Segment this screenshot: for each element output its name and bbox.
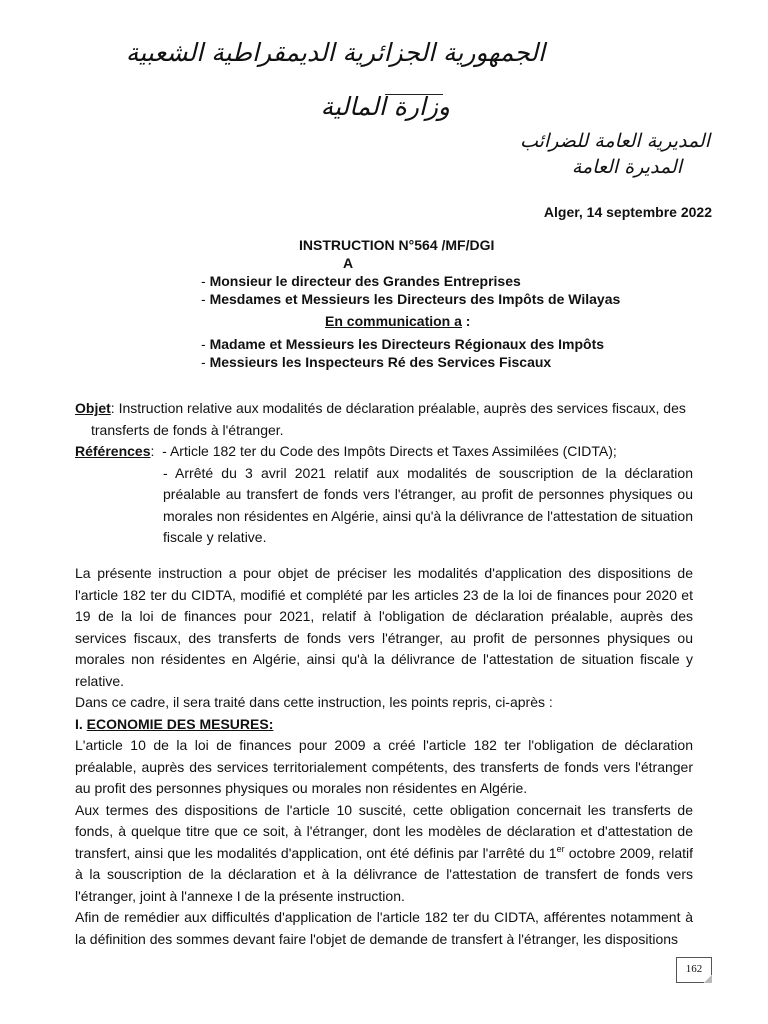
instruction-to: A: [343, 255, 354, 271]
page-number-box: [676, 957, 712, 983]
recipient-1: - Monsieur le directeur des Grandes Entreprises: [201, 273, 521, 289]
directorate-title-ar: المديرية العامة للضرائب: [520, 130, 710, 152]
intro-paragraph: La présente instruction a pour objet de préciser les modalités d'application des dispositions de l'article 182 ter du CIDTA, modifié et complété par les articles 23 de la loi de finances pour 2020 et 19 de la loi de finances pour 2021, relatif à l'obligation de déclaration préalable, auprès des services fiscaux, des transferts de fonds vers l'étranger, au profit de personnes physiques ou morales non résidentes en Algérie, ainsi qu'à la délivrance de l'attestation de situation fiscale y relative.: [75, 565, 693, 689]
republic-title-ar: الجمهورية الجزائرية الديمقراطية الشعبية: [125, 38, 545, 67]
section-heading: I. ECONOMIE DES MESURES:: [75, 715, 274, 732]
page-number: 162: [685, 963, 703, 975]
references-section: Références: - Article 182 ter du Code des Impôts Directs et Taxes Assimilées (CIDTA); - Arrêté du 3 avril 2021 relatif aux modalités de souscription de la déclaration préalable au transfert de fonds vers l'étranger, au profit de personnes physiques ou morales non résidentes en Algérie, ainsi qu'à la délivrance de l'attestation de situation fiscale y relative.: [75, 441, 693, 549]
communication-recipient-1: - Madame et Messieurs les Directeurs Régionaux des Impôts: [201, 336, 605, 352]
objet-text-1: Instruction relative aux modalités de déclaration préalable, auprès des services fiscaux, des: [118, 400, 686, 416]
document-body: [75, 563, 693, 950]
paragraph-2: Aux termes des dispositions de l'article 10 suscité, cette obligation concernait les transferts de fonds, à quelque titre que ce soit, à l'étranger, dont les modèles de déclaration et d'attestation de transfert, ainsi que les modalités d'application, ont été définis par l'arrêté du 1er octobre 2009, relatif à la souscription de la déclaration et à la délivrance de l'attestation de transfert de fonds vers l'étranger, joint à l'annexe I de la présente instruction.: [75, 801, 693, 904]
communication-recipient-2: - Messieurs les Inspecteurs Ré des Services Fiscaux: [201, 354, 552, 370]
context-paragraph: Dans ce cadre, il sera traité dans cette instruction, les points repris, ci-après :: [75, 694, 553, 710]
references-label: Références: [75, 443, 151, 459]
reference-2: - Arrêté du 3 avril 2021 relatif aux modalités de souscription de la déclaration préalable au transfert de fonds vers l'étranger, au profit de personnes physiques ou morales non résidentes en Algérie, ainsi qu'à la délivrance de l'attestation de situation fiscale y relative.: [163, 464, 693, 545]
objet-label: Objet: [75, 400, 111, 416]
paragraph-1: L'article 10 de la loi de finances pour 2009 a créé l'article 182 ter l'obligation de déclaration préalable, auprès des services territorialement compétents, des transferts de fonds vers l'étranger au profit des personnes physiques ou morales non résidentes en Algérie.: [75, 737, 693, 796]
instruction-number: INSTRUCTION N°564 /MF/DGI: [299, 237, 495, 253]
document-date: Alger, 14 septembre 2022: [543, 204, 712, 220]
reference-1: - Article 182 ter du Code des Impôts Directs et Taxes Assimilées (CIDTA);: [162, 443, 617, 459]
page-curl-icon: [704, 975, 712, 983]
recipient-2: - Mesdames et Messieurs les Directeurs des Impôts de Wilayas: [201, 291, 621, 307]
paragraph-3: Afin de remédier aux difficultés d'application de l'article 182 ter du CIDTA, afférentes notamment à la définition des sommes devant faire l'objet de demande de transfert à l'étranger, les dispositions: [75, 909, 693, 947]
communication-label: En communication a :: [325, 313, 471, 329]
ministry-title-ar: وزارة المالية: [320, 92, 450, 121]
objet-section: Objet: Instruction relative aux modalités de déclaration préalable, auprès des services fiscaux, des transferts de fonds à l'étranger.: [75, 398, 693, 441]
director-title-ar: المديرة العامة: [571, 156, 682, 178]
objet-text-2: transferts de fonds à l'étranger.: [91, 421, 284, 438]
